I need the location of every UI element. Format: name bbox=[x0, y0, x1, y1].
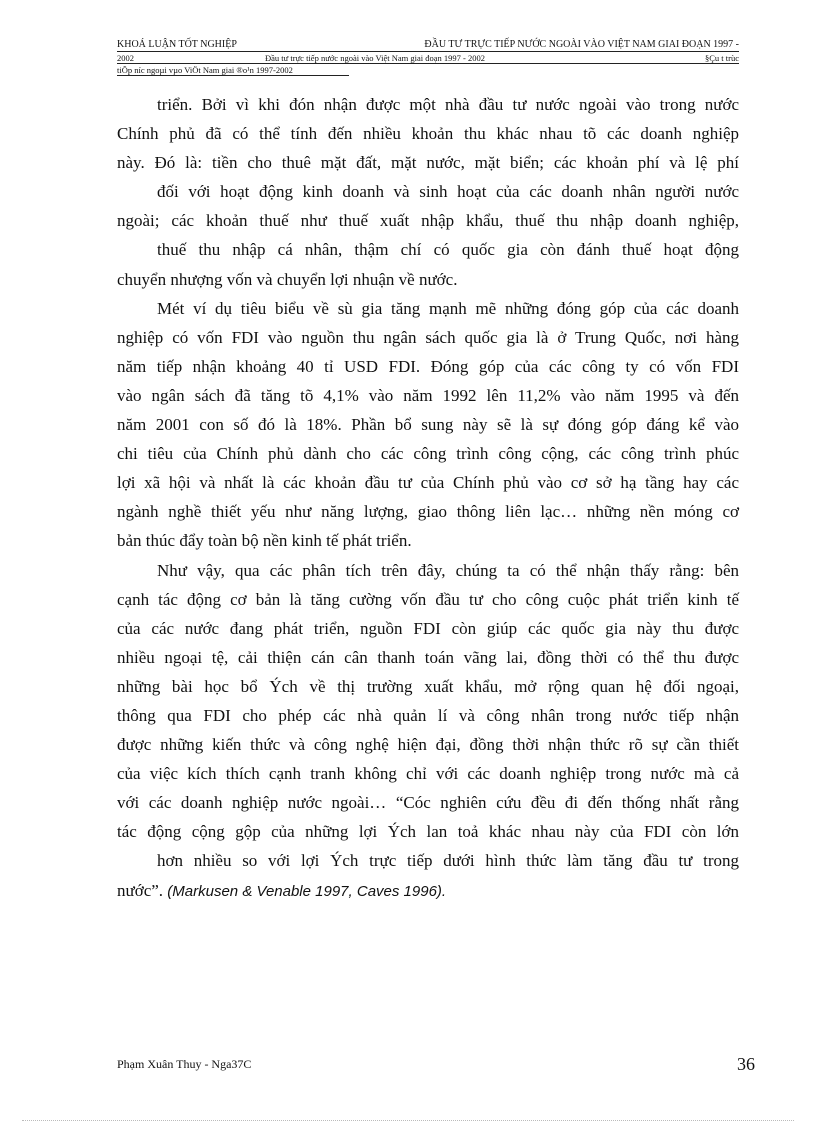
footer-author: Phạm Xuân Thuy - Nga37C bbox=[117, 1057, 252, 1071]
text-line: chuyển nhượng vốn và chuyển lợi nhuận về nước. bbox=[117, 269, 458, 289]
text-line: ngoài; các khoản thuế như thuế xuất nhập khẩu, thuế thu nhập doanh nghiệp, bbox=[117, 211, 739, 231]
page-number: 36 bbox=[737, 1054, 755, 1074]
text-line: đối với hoạt động kinh doanh và sinh hoạt của các doanh nhân người nước bbox=[157, 182, 739, 202]
text-line: những bài học bổ Ých về thị trường xuất khẩu, mở rộng quan hệ đối ngoại, bbox=[117, 676, 739, 696]
text-line: này. Đó là: tiền cho thuê mặt đất, mặt nước, mặt biển; các khoản phí và lệ phí bbox=[117, 153, 739, 173]
text-line: năm 2001 con số đó là 18%. Phần bổ sung này sẽ là sự đóng góp đáng kể vào bbox=[117, 415, 739, 435]
text-line: Như vậy, qua các phân tích trên đây, chúng ta có thể nhận thấy rằng: bên bbox=[157, 560, 739, 580]
text-line: bản thúc đẩy toàn bộ nền kinh tế phát triển. bbox=[117, 531, 412, 551]
text-line: ngành nghề thiết yếu như năng lượng, giao thông liên lạc… những nền móng cơ bbox=[117, 502, 739, 522]
text-line: nước”. bbox=[117, 880, 164, 900]
header-left: KHOÁ LUẬN TỐT NGHIỆP bbox=[117, 39, 237, 50]
text-line-last bbox=[117, 876, 739, 906]
text-line: hơn nhiều so với lợi Ých trực tiếp dưới hình thức làm tăng đầu tư trong bbox=[157, 851, 739, 871]
text-line: của các nước đang phát triển, nguồn FDI còn giúp các quốc gia này thu được bbox=[117, 618, 739, 638]
text-line: lợi xã hội và nhất là các khoản đầu tư của Chính phủ vào cơ sở hạ tầng hay các bbox=[117, 473, 739, 493]
header-line2-left: 2002 bbox=[117, 53, 134, 63]
text-line: Chính phủ đã có thể tính đến nhiều khoản thu khác nhau tõ các doanh nghiệp bbox=[117, 124, 739, 144]
header-right: ĐẦU TƯ TRỰC TIẾP NƯỚC NGOÀI VÀO VIỆT NAM GIAI ĐOẠN 1997 - bbox=[424, 39, 739, 50]
running-header bbox=[117, 39, 739, 52]
text-line: thông qua FDI cho phép các nhà quản lí và công nhân trong nước tiếp nhận bbox=[117, 705, 739, 725]
text-line: được những kiến thức và công nghệ hiện đại, đồng thời nhận thức rõ sự cần thiết bbox=[117, 735, 739, 755]
text-line: cạnh tác động cơ bản là tăng cường vốn đầu tư cho công cuộc phát triển kinh tế bbox=[117, 589, 739, 609]
text-line: Mét ví dụ tiêu biểu về sù gia tăng mạnh mẽ những đóng góp của các doanh bbox=[157, 298, 739, 318]
header-line2-middle: Đầu tư trực tiếp nước ngoài vào Việt Nam giai đoạn 1997 - 2002 bbox=[265, 53, 485, 63]
text-line: nghiệp có vốn FDI vào nguồn thu ngân sách quốc gia là ở Trung Quốc, nơi hàng bbox=[117, 327, 739, 347]
text-line: triển. Bởi vì khi đón nhận được một nhà đầu tư nước ngoài vào trong nước bbox=[157, 95, 739, 114]
text-line: tác động cộng gộp của những lợi Ých lan toả khác nhau này của FDI còn lớn bbox=[117, 822, 739, 842]
text-line: chi tiêu của Chính phủ dành cho các công trình công cộng, các công trình phúc bbox=[117, 444, 739, 464]
text-line: năm tiếp nhận khoảng 40 tỉ USD FDI. Đóng góp của các công ty có vốn FDI bbox=[117, 356, 739, 376]
text-line: vào ngân sách đã tăng tõ 4,1% vào năm 1992 lên 11,2% vào năm 1995 và đến bbox=[117, 385, 739, 405]
header-line2-right: §Çu t trùc bbox=[705, 53, 739, 63]
body-text bbox=[117, 90, 739, 906]
text-line: nhiều ngoại tệ, cải thiện cán cân thanh toán vãng lai, đồng thời có thể thu được bbox=[117, 647, 739, 667]
text-line: của việc kích thích cạnh tranh không chỉ với các doanh nghiệp trong nước mà cả bbox=[117, 764, 739, 784]
running-header-line2 bbox=[117, 52, 739, 64]
running-header-line3: tiÕp níc ngoµi vµo ViÖt Nam giai ®o¹n 1997-2002 bbox=[117, 64, 349, 76]
text-line: thuế thu nhập cá nhân, thậm chí có quốc gia còn đánh thuế hoạt động bbox=[157, 240, 739, 260]
text-line: với các doanh nghiệp nước ngoài… “Cóc nghiên cứu đều đi đến thống nhất rằng bbox=[117, 793, 739, 813]
citation: (Markusen & Venable 1997, Caves 1996). bbox=[167, 882, 447, 900]
page-bottom-divider bbox=[22, 1120, 794, 1121]
